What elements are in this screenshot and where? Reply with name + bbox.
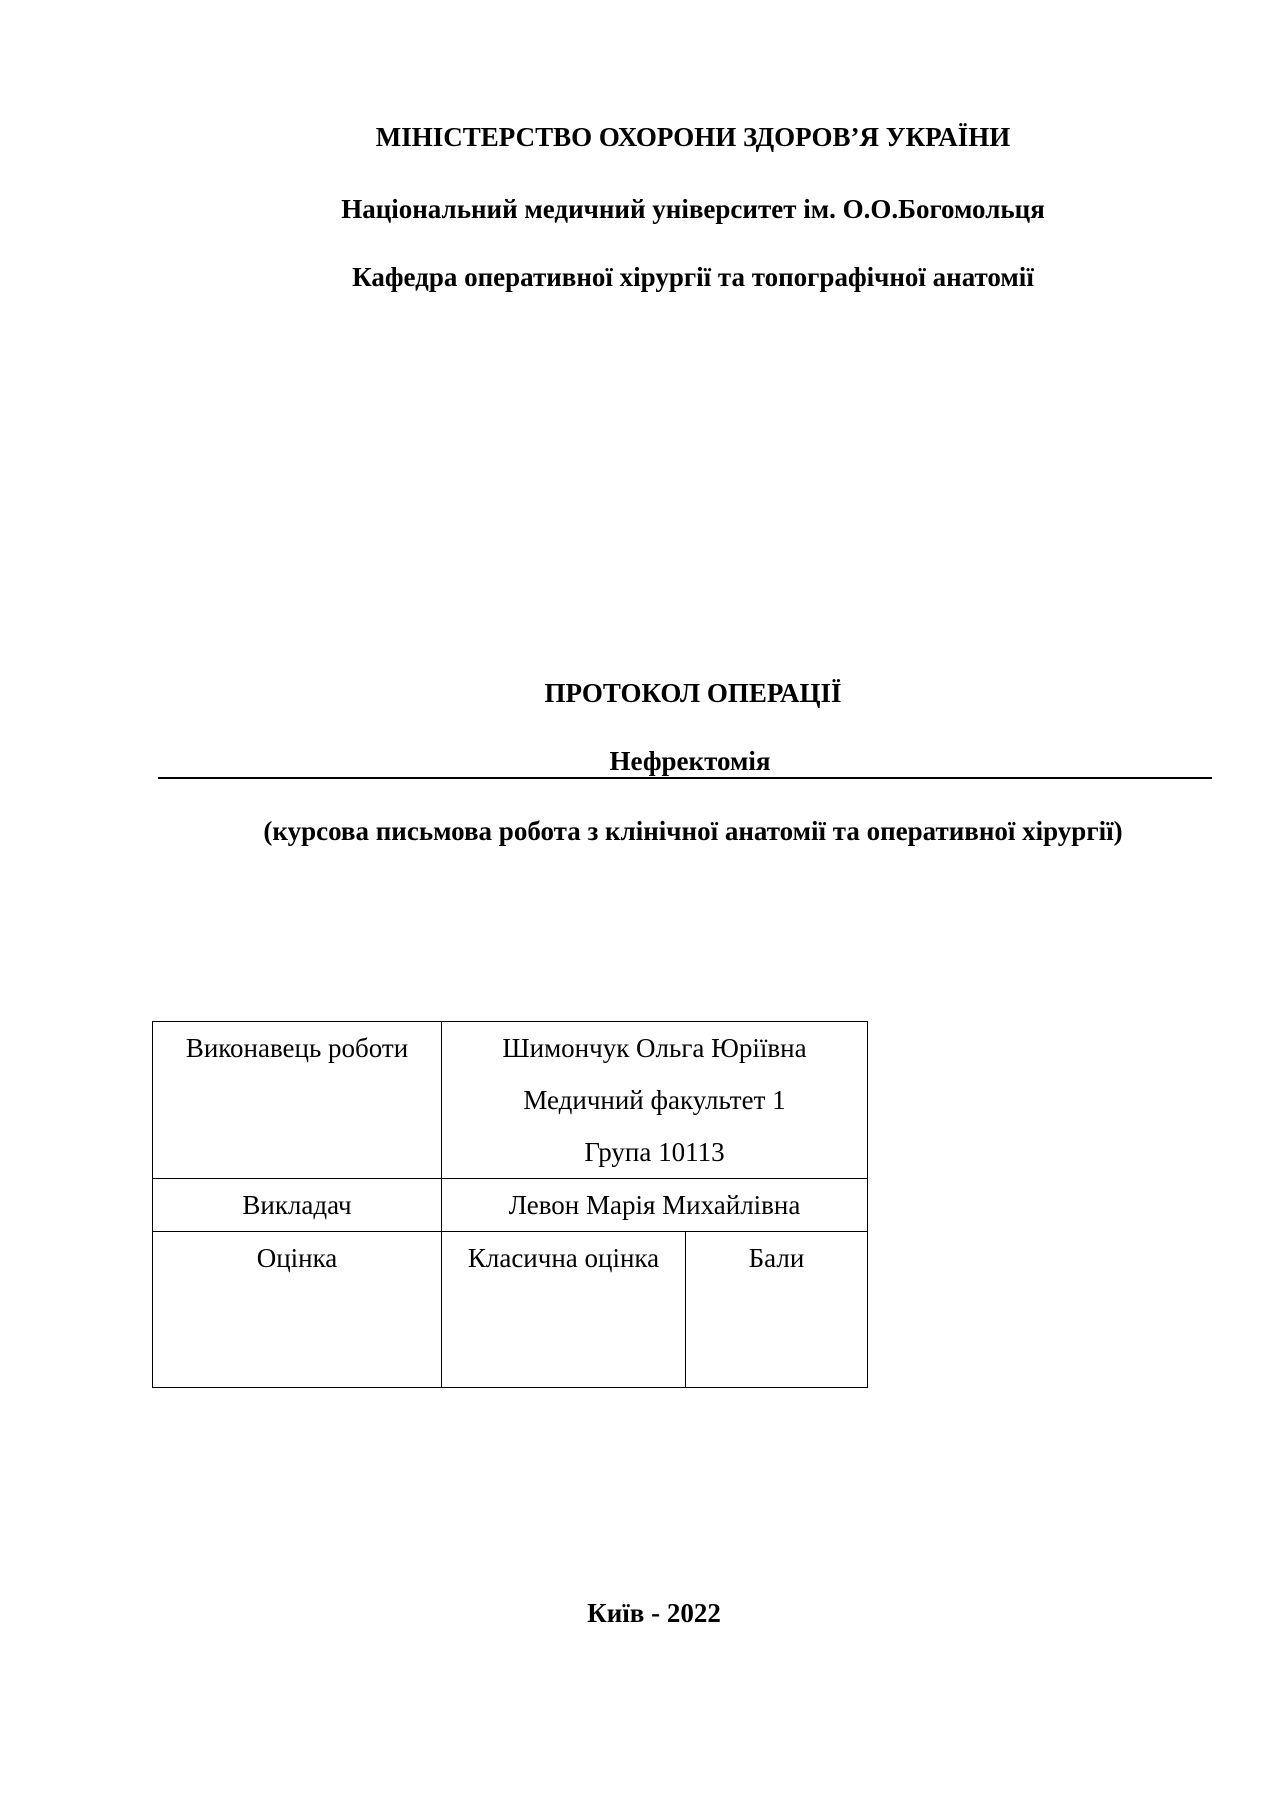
city-year: Київ - 2022: [587, 1598, 721, 1628]
operation-line: [158, 745, 1212, 779]
table-row-teacher: [153, 1179, 868, 1232]
performer-label-cell: [153, 1022, 442, 1179]
teacher-label: Викладач: [242, 1190, 352, 1220]
classic-grade-cell: [442, 1232, 686, 1388]
performer-name: Шимончук Ольга Юріївна: [502, 1033, 807, 1063]
department-heading: Кафедра оперативної хірургії та топографічної анатомії: [352, 262, 1034, 292]
points-cell: [686, 1232, 868, 1388]
operation-name: Нефректомія: [609, 746, 771, 776]
classic-grade-label: Класична оцінка: [467, 1243, 660, 1273]
points-label: Бали: [748, 1243, 805, 1273]
info-table: [152, 1021, 868, 1388]
table-row-grade: [153, 1232, 868, 1388]
teacher-name-cell: [442, 1179, 868, 1232]
teacher-label-cell: [153, 1179, 442, 1232]
performer-details-cell: [442, 1022, 868, 1179]
coursework-subtitle: (курсова письмова робота з клінічної анатомії та оперативної хірургії): [263, 816, 1123, 846]
table-row-performer: [153, 1022, 868, 1179]
teacher-name: Левон Марія Михайлівна: [508, 1190, 801, 1220]
performer-faculty: Медичний факультет 1: [523, 1085, 786, 1115]
performer-label: Виконавець роботи: [185, 1033, 409, 1063]
protocol-title: ПРОТОКОЛ ОПЕРАЦІЇ: [544, 678, 842, 708]
performer-group: Група 10113: [584, 1137, 725, 1167]
university-heading: Національний медичний університет ім. О.О.Богомольця: [341, 194, 1045, 224]
grade-label-cell: [153, 1232, 442, 1388]
ministry-heading: МІНІСТЕРСТВО ОХОРОНИ ЗДОРОВ’Я УКРАЇНИ: [375, 122, 1011, 152]
grade-label: Оцінка: [256, 1243, 338, 1273]
